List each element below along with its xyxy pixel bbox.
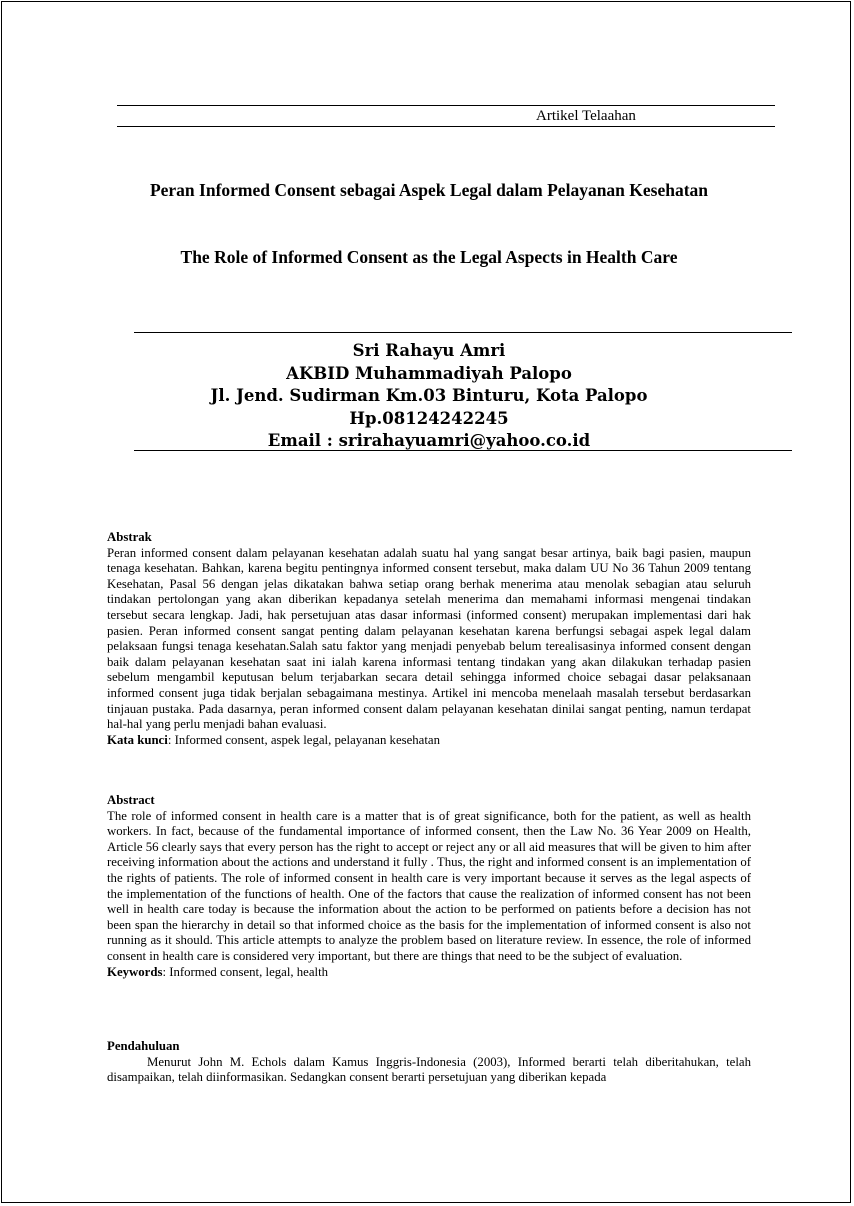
title-english: The Role of Informed Consent as the Legal Aspects in Health Care: [180, 247, 678, 267]
abstract-text: The role of informed consent in health care is a matter that is of great significance, both for the patient, as well as health workers. In fact, because of the fundamental importance of informed consent, then the Law No. 36 Year 2009 on Health, Article 56 clearly says that every person has the right to accept or reject any or all aid measures that will be given to him after receiving information about the actions and understand it fully . Thus, the right and informed consent is an implementation of the rights of patients. The role of informed consent in health care is very important because it serves as the legal aspects of the implementation of the functions of health. One of the factors that cause the realization of informed consent has not been well in health care today is because the information about the action to be performed on patients before a decision has not been span the hierarchy in detail so that informed choice as the basis for the implementation of informed consent is also not running as it should. This article attempts to analyze the problem based on literature review. In essence, the role of informed consent in health care is considered very important, but there are things that need to be the subject of evaluation.: [107, 808, 751, 963]
abstract-heading: Abstract: [107, 793, 155, 807]
pendahuluan-heading: Pendahuluan: [107, 1039, 180, 1053]
abstract-section: [107, 793, 751, 980]
author-name: Sri Rahayu Amri: [352, 341, 506, 360]
abstrak-section: [107, 530, 751, 748]
title-indonesian: Peran Informed Consent sebagai Aspek Legal dalam Pelayanan Kesehatan: [149, 180, 709, 200]
abstract-keywords-text: : Informed consent, legal, health: [162, 964, 329, 979]
header-label: Artikel Telaahan: [536, 108, 636, 124]
abstrak-heading: Abstrak: [107, 530, 152, 544]
abstrak-keywords: [107, 733, 751, 749]
author-phone: Hp.08124242245: [349, 408, 509, 428]
header-rule-bottom: [117, 126, 775, 127]
abstract-keywords: [107, 965, 751, 981]
pendahuluan-section: [107, 1039, 751, 1086]
author-email: Email : srirahayuamri@yahoo.co.id: [267, 431, 591, 450]
author-block: [134, 340, 724, 453]
abstrak-text: Peran informed consent dalam pelayanan kesehatan adalah suatu hal yang sangat besar artinya, baik bagi pasien, maupun tenaga kesehatan. Bahkan, karena begitu pentingnya informed consent tersebut, maka dalam UU No 36 Tahun 2009 tentang Kesehatan, Pasal 56 dengan jelas dikatakan bahwa setiap orang berhak menerima atau menolak sebagian atau seluruh tindakan pertolongan yang akan diberikan kepadanya setelah menerima dan memahami informasi mengenai tindakan tersebut secara lengkap. Jadi, hak persetujuan atas dasar informasi (informed consent) merupakan implementasi dari hak pasien. Peran informed consent sangat penting dalam pelayanan kesehatan karena berfungsi sebagai aspek legal dalam pelaksaan fungsi tenaga kesehatan.Salah satu faktor yang menjadi penyebab belum terealisasinya informed consent dengan baik dalam pelayanan kesehatan saat ini ialah karena informasi tentang tindakan yang akan dilakukan terhadap pasien sebelum mengambil keputusan belum terjabarkan secara detail sehingga informed choice sebagai dasar pelaksanaan informed consent juga tidak berjalan sebagaimana mestinya. Artikel ini mencoba menelaah masalah tersebut berdasarkan tinjauan pustaka. Pada dasarnya, peran informed consent dalam pelayanan kesehatan dinilai sangat penting, namun terdapat hal-hal yang perlu menjadi bahan evaluasi.: [107, 545, 751, 732]
author-institution: AKBID Muhammadiyah Palopo: [286, 363, 572, 383]
author-rule-top: [134, 332, 792, 333]
header-rule-top: [117, 105, 775, 106]
abstrak-keywords-label: Kata kunci: [107, 732, 168, 747]
pendahuluan-text: Menurut John M. Echols dalam Kamus Inggris-Indonesia (2003), Informed berarti telah diberitahukan, telah disampaikan, telah diinformasikan. Sedangkan consent berarti persetujuan yang diberikan kepada: [107, 1054, 751, 1085]
paper-page: [1, 1, 851, 1203]
author-rule-bottom: [134, 450, 792, 451]
abstract-keywords-label: Keywords: [107, 964, 163, 979]
author-address: Jl. Jend. Sudirman Km.03 Binturu, Kota Palopo: [210, 386, 648, 405]
abstrak-keywords-text: : Informed consent, aspek legal, pelayanan kesehatan: [167, 732, 440, 747]
